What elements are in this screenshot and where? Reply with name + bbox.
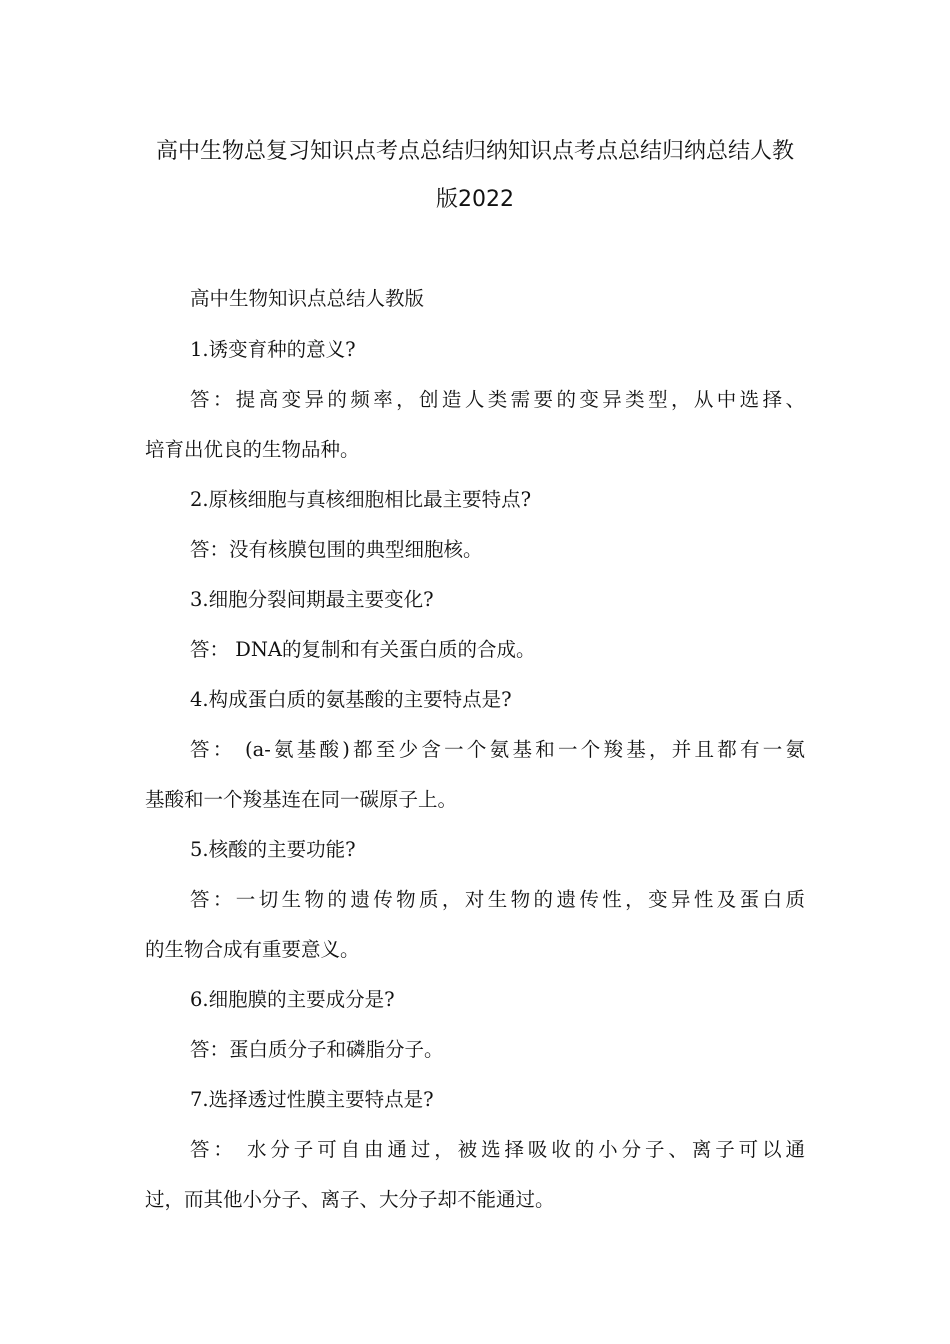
answer-7-line-2: 过，而其他小分子、离子、大分子却不能通过。 xyxy=(145,1188,555,1211)
answer-1-line-1: 答：提高变异的频率，创造人类需要的变异类型，从中选择、 xyxy=(190,388,805,411)
answer-3: 答： DNA的复制和有关蛋白质的合成。 xyxy=(190,638,536,661)
question-7: 7.选择透过性膜主要特点是? xyxy=(190,1088,434,1111)
question-3: 3.细胞分裂间期最主要变化? xyxy=(190,588,434,611)
document-title-line-1: 高中生物总复习知识点考点总结归纳知识点考点总结归纳总结人教 xyxy=(155,139,794,164)
answer-4-line-1: 答： (a-氨基酸)都至少含一个氨基和一个羧基，并且都有一氨 xyxy=(190,738,805,761)
answer-6: 答：蛋白质分子和磷脂分子。 xyxy=(190,1038,444,1061)
answer-5-line-1: 答：一切生物的遗传物质，对生物的遗传性，变异性及蛋白质 xyxy=(190,888,805,911)
answer-1-line-2: 培育出优良的生物品种。 xyxy=(145,438,360,461)
answer-2: 答：没有核膜包围的典型细胞核。 xyxy=(190,538,483,561)
document-title-line-2: 版2022 xyxy=(436,187,514,212)
section-subtitle: 高中生物知识点总结人教版 xyxy=(190,287,425,310)
question-5: 5.核酸的主要功能? xyxy=(190,838,356,861)
question-1: 1.诱变育种的意义? xyxy=(190,338,356,361)
question-4: 4.构成蛋白质的氨基酸的主要特点是? xyxy=(190,688,512,711)
answer-7-line-1: 答： 水分子可自由通过，被选择吸收的小分子、离子可以通 xyxy=(190,1138,805,1161)
answer-5-line-2: 的生物合成有重要意义。 xyxy=(145,938,360,961)
question-2: 2.原核细胞与真核细胞相比最主要特点? xyxy=(190,488,532,511)
answer-4-line-2: 基酸和一个羧基连在同一碳原子上。 xyxy=(145,788,458,811)
question-6: 6.细胞膜的主要成分是? xyxy=(190,988,395,1011)
